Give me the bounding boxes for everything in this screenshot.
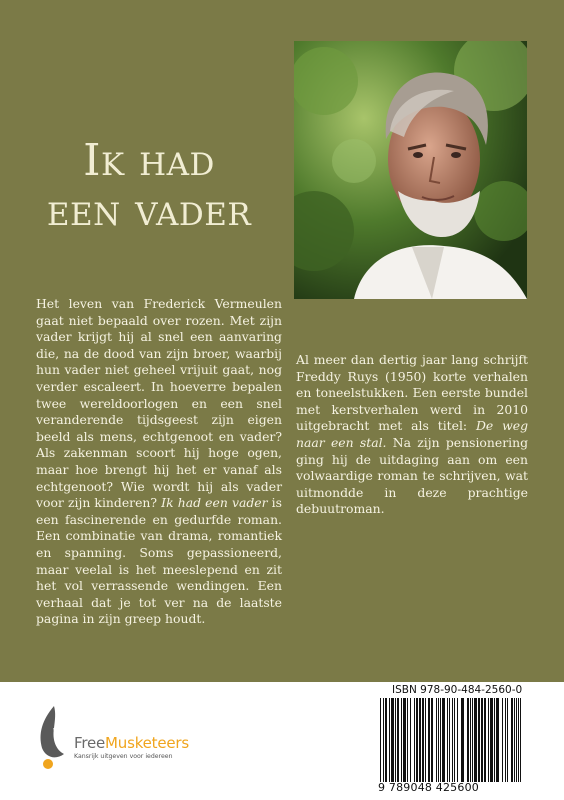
publisher-logo xyxy=(34,704,194,774)
blurb-title-italic: Ik had een vader xyxy=(161,495,268,511)
author-photo xyxy=(294,41,527,299)
barcode-bar xyxy=(407,698,408,782)
barcode-bar xyxy=(494,698,495,782)
barcode-bar xyxy=(481,698,483,782)
bio-text-part-2: Na zijn pensionering ging hij de uitdaging aan om een volwaardige roman te schrijven, wat uitmondde in deze prachtige debuutroman. xyxy=(296,434,528,517)
book-title-line-1: Ik had xyxy=(83,135,215,186)
barcode-bar xyxy=(516,698,517,782)
barcode-bar xyxy=(511,698,513,782)
barcode-bar xyxy=(461,698,464,782)
barcode-bar xyxy=(488,698,489,782)
blurb-text-part-1: Het leven van Frederick Vermeulen gaat niet bepaald over rozen. Met zijn vader krijgt hij al snel een aanvaring die, na de dood van zijn broer, waarbij hun vader niet geheel vrijuit gaat, nog verder escaleert. In hoeverre bepalen twee wereldoorlogen en een snel veranderende tijdsgeest zijn eigen beeld als mens, echtgenoot en vader? Als zakenman scoort hij hoge ogen, maar hoe brengt hij het er vanaf als echtgenoot? Wie wordt hij als vader voor zijn kinderen? xyxy=(36,296,282,511)
barcode-bar xyxy=(385,698,387,782)
barcode-bar xyxy=(447,698,448,782)
barcode-bar xyxy=(425,698,426,782)
isbn-barcode xyxy=(378,698,524,782)
barcode-bar xyxy=(431,698,433,782)
barcode-bar xyxy=(403,698,406,782)
barcode-bar xyxy=(410,698,411,782)
publisher-quill-icon xyxy=(34,704,74,774)
barcode-bar xyxy=(440,698,441,782)
isbn-label: ISBN 978-90-484-2560-0 xyxy=(392,684,523,696)
barcode-bar xyxy=(383,698,384,782)
publisher-name-musketeers: Musketeers xyxy=(105,734,189,752)
barcode-bar xyxy=(514,698,515,782)
publisher-tagline: Kansrijk uitgeven voor iedereen xyxy=(74,753,173,760)
barcode-bar xyxy=(397,698,399,782)
barcode-bar xyxy=(401,698,402,782)
barcode-bar xyxy=(502,698,503,782)
publisher-name xyxy=(74,734,189,752)
cover-footer xyxy=(0,682,564,800)
ean-number: 9 789048 425600 xyxy=(378,781,479,794)
barcode-bar xyxy=(472,698,473,782)
blurb-text-part-2: is een fascinerende en gedurfde roman. Een combinatie van drama, romantiek en spanning. Soms gepassioneerd, maar veelal is het meeslepend en zit het vol verrassende wendingen. Een verhaal dat je tot ver na de laatste pagina in zijn greep houdt. xyxy=(36,495,282,627)
barcode-bar xyxy=(454,698,455,782)
barcode-bar xyxy=(484,698,486,782)
barcode-bar xyxy=(422,698,424,782)
barcode-bar xyxy=(395,698,396,782)
bio-text-part-1: Al meer dan dertig jaar lang schrijft Freddy Ruys (1950) korte verhalen en toneelstukken. Een eerste bundel met kerstverhalen werd in 2010 uitgebracht met als titel: xyxy=(296,352,528,434)
barcode-bar xyxy=(474,698,477,782)
barcode-bar xyxy=(518,698,519,782)
barcode-bar xyxy=(419,698,421,782)
barcode-bar xyxy=(438,698,439,782)
barcode-bar xyxy=(457,698,458,782)
barcode-bar xyxy=(507,698,508,782)
book-title-line-2: een vader xyxy=(46,185,252,236)
barcode-bar xyxy=(436,698,437,782)
barcode-bar xyxy=(416,698,418,782)
barcode-bar xyxy=(391,698,394,782)
barcode-bar xyxy=(478,698,480,782)
publisher-name-free: Free xyxy=(74,734,106,752)
barcode-bar xyxy=(467,698,469,782)
author-bio xyxy=(296,352,528,518)
barcode-bar xyxy=(470,698,471,782)
bio-title-italic: De weg naar een stal. xyxy=(296,418,528,450)
barcode-bar xyxy=(505,698,506,782)
barcode-bar xyxy=(442,698,445,782)
barcode-bar xyxy=(449,698,450,782)
barcode-bar xyxy=(520,698,521,782)
barcode-bar xyxy=(389,698,390,782)
barcode-bar xyxy=(452,698,453,782)
book-title xyxy=(18,136,280,236)
barcode-bar xyxy=(496,698,499,782)
author-portrait-image xyxy=(294,41,527,299)
barcode-bar xyxy=(414,698,415,782)
barcode-bar xyxy=(380,698,381,782)
barcode-bar xyxy=(490,698,493,782)
barcode-bar xyxy=(428,698,430,782)
book-blurb xyxy=(36,296,282,628)
